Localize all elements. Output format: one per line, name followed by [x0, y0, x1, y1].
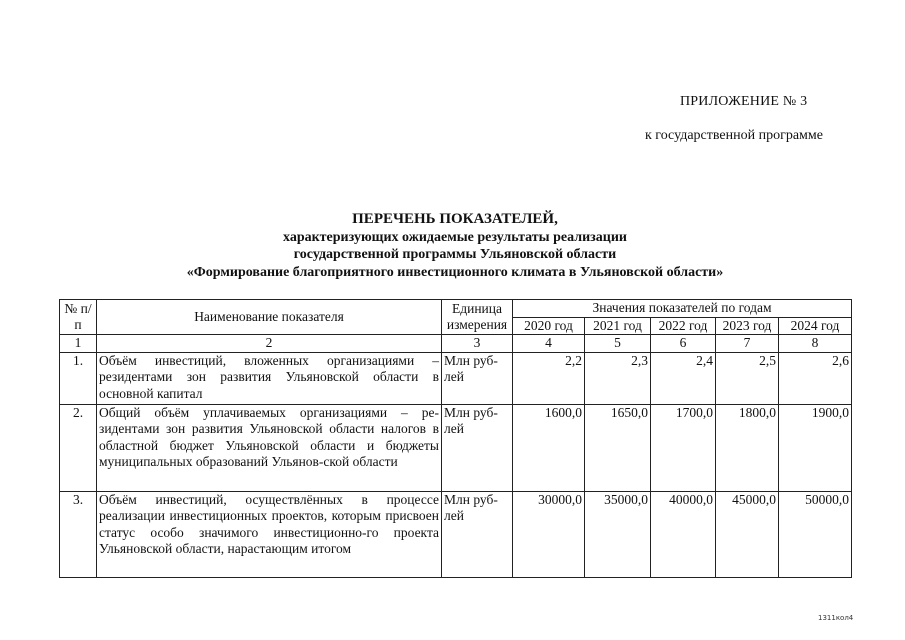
row-num: 3.	[60, 491, 97, 577]
column-number: 6	[651, 335, 716, 353]
header-values-group: Значения показателей по годам	[513, 300, 852, 318]
row-num: 2.	[60, 404, 97, 491]
row-num: 1.	[60, 352, 97, 404]
indicator-unit: Млн руб-лей	[442, 352, 513, 404]
header-unit: Единица измерения	[442, 300, 513, 335]
title-line-3: государственной программы Ульяновской области	[293, 247, 617, 262]
column-number: 1	[60, 335, 97, 353]
value-cell: 2,2	[513, 352, 585, 404]
value-cell: 2,4	[651, 352, 716, 404]
value-cell: 30000,0	[513, 491, 585, 577]
header-year: 2023 год	[716, 317, 779, 335]
value-cell: 40000,0	[651, 491, 716, 577]
indicators-table	[59, 299, 852, 578]
title-line-2: характеризующих ожидаемые результаты реализации	[283, 229, 627, 245]
header-name: Наименование показателя	[97, 300, 442, 335]
value-cell: 50000,0	[779, 491, 852, 577]
value-cell: 2,3	[585, 352, 651, 404]
header-year: 2024 год	[779, 317, 852, 335]
column-number: 7	[716, 335, 779, 353]
value-cell: 1600,0	[513, 404, 585, 491]
header-num: № п/п	[60, 300, 97, 335]
value-cell: 1700,0	[651, 404, 716, 491]
column-number: 4	[513, 335, 585, 353]
appendix-label: ПРИЛОЖЕНИЕ № 3	[680, 94, 808, 109]
page-footer-code: 1311кол4	[818, 614, 854, 622]
title-line-1: ПЕРЕЧЕНЬ ПОКАЗАТЕЛЕЙ,	[352, 211, 558, 227]
indicator-name: Объём инвестиций, осуществлённых в процессе реализации инвестиционных проектов, которым присвоен статус особо значимого инвестиционно-го проекта Ульяновской области, нарастающим итогом	[97, 491, 442, 577]
column-number: 2	[97, 335, 442, 353]
value-cell: 2,6	[779, 352, 852, 404]
table-row	[60, 404, 852, 491]
column-number-row	[60, 335, 852, 353]
value-cell: 45000,0	[716, 491, 779, 577]
table-row	[60, 352, 852, 404]
header-year: 2020 год	[513, 317, 585, 335]
indicator-name: Объём инвестиций, вложенных организациями – резидентами зон развития Ульяновской области в основной капитал	[97, 352, 442, 404]
header-year: 2021 год	[585, 317, 651, 335]
value-cell: 1800,0	[716, 404, 779, 491]
value-cell: 2,5	[716, 352, 779, 404]
value-cell: 1650,0	[585, 404, 651, 491]
table-row	[60, 491, 852, 577]
value-cell: 1900,0	[779, 404, 852, 491]
indicator-name: Общий объём уплачиваемых организациями – ре-зидентами зон развития Ульяновской области налогов в областной бюджет Ульяновской области и бюджеты муниципальных образований Ульянов-ской области	[97, 404, 442, 491]
indicator-unit: Млн руб-лей	[442, 404, 513, 491]
column-number: 5	[585, 335, 651, 353]
value-cell: 35000,0	[585, 491, 651, 577]
title-line-4: «Формирование благоприятного инвестиционного климата в Ульяновской области»	[186, 264, 724, 280]
indicator-unit: Млн руб-лей	[442, 491, 513, 577]
column-number: 8	[779, 335, 852, 353]
appendix-subtitle: к государственной программе	[645, 128, 823, 143]
column-number: 3	[442, 335, 513, 353]
document-title	[60, 211, 850, 281]
header-year: 2022 год	[651, 317, 716, 335]
